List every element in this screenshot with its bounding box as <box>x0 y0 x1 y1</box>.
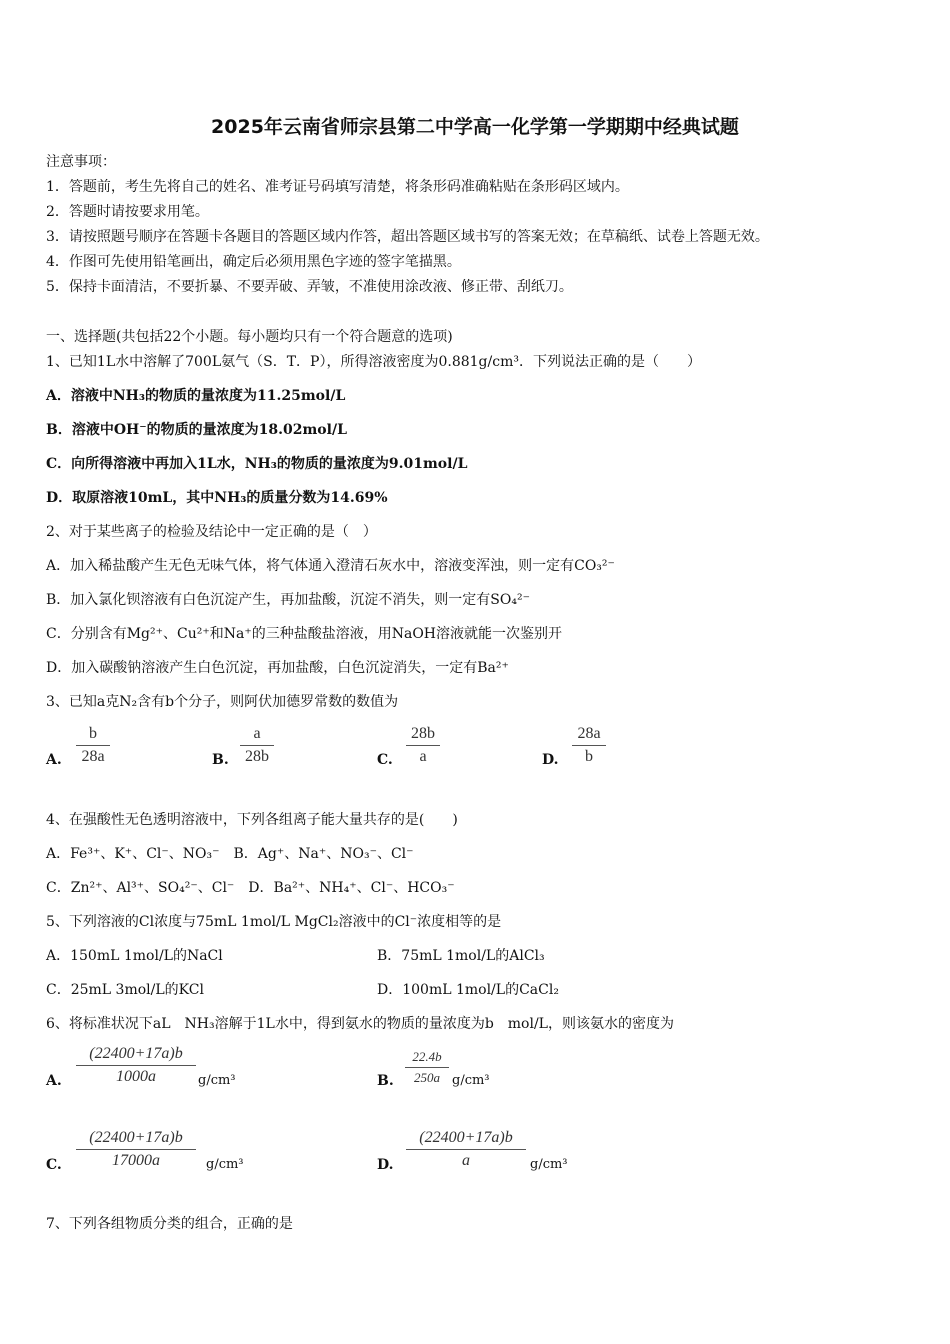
q6-option-d-fraction <box>406 1129 526 1170</box>
q2-option-b: B．加入氯化钡溶液有白色沉淀产生，再加盐酸，沉淀不消失，则一定有SO₄²⁻ <box>46 592 530 608</box>
fraction-numerator: (22400+17a)b <box>406 1129 526 1150</box>
fraction-denominator: 28b <box>245 748 269 765</box>
question-2-stem: 2、对于某些离子的检验及结论中一定正确的是（ ） <box>46 524 377 540</box>
q6-option-d-label: D. <box>377 1157 394 1173</box>
q6-option-b-unit: g/cm³ <box>452 1073 490 1088</box>
q4-options-row-1: A．Fe³⁺、K⁺、Cl⁻、NO₃⁻ B．Ag⁺、Na⁺、NO₃⁻、Cl⁻ <box>46 846 414 862</box>
question-5-stem: 5、下列溶液的Cl浓度与75mL 1mol/L MgCl₂溶液中的Cl⁻浓度相等的是 <box>46 914 502 930</box>
q3-option-c-fraction <box>406 725 440 766</box>
q3-option-d-fraction <box>572 725 606 766</box>
question-6-stem: 6、将标准状况下aL NH₃溶解于1L水中，得到氨水的物质的量浓度为b mol/L，则该氨水的密度为 <box>46 1016 674 1032</box>
fraction-numerator: (22400+17a)b <box>76 1129 196 1150</box>
fraction-denominator: 250a <box>414 1070 440 1085</box>
q1-option-c: C．向所得溶液中再加入1L水，NH₃的物质的量浓度为9.01mol/L <box>46 456 468 472</box>
q6-option-c-unit: g/cm³ <box>206 1157 244 1172</box>
q4-options-row-2: C．Zn²⁺、Al³⁺、SO₄²⁻、Cl⁻ D．Ba²⁺、NH₄⁺、Cl⁻、HCO₃⁻ <box>46 880 455 896</box>
q6-option-b-label: B. <box>377 1073 394 1089</box>
q1-option-d: D．取原溶液10mL，其中NH₃的质量分数为14.69% <box>46 490 388 506</box>
q6-option-b-fraction <box>405 1049 449 1086</box>
fraction-denominator: a <box>462 1152 470 1169</box>
q5-option-a: A．150mL 1mol/L的NaCl <box>46 948 223 964</box>
fraction-denominator: 1000a <box>116 1068 156 1085</box>
fraction-numerator: 22.4b <box>405 1049 449 1068</box>
q3-option-a-label: A. <box>46 752 62 768</box>
q3-option-b-label: B. <box>212 752 229 768</box>
q5-option-d: D．100mL 1mol/L的CaCl₂ <box>377 982 559 998</box>
fraction-denominator: a <box>419 748 427 765</box>
q5-option-b: B．75mL 1mol/L的AlCl₃ <box>377 948 545 964</box>
notice-item: 4．作图可先使用铅笔画出，确定后必须用黑色字迹的签字笔描黑。 <box>46 254 461 270</box>
q6-option-c-label: C. <box>46 1157 62 1173</box>
fraction-numerator: a <box>240 725 274 746</box>
question-4-stem: 4、在强酸性无色透明溶液中，下列各组离子能大量共存的是( ) <box>46 812 458 828</box>
fraction-numerator: 28b <box>406 725 440 746</box>
fraction-denominator: 28a <box>81 748 105 765</box>
q3-option-d-label: D. <box>542 752 559 768</box>
q6-option-d-unit: g/cm³ <box>530 1157 568 1172</box>
q3-option-a-fraction <box>76 725 110 766</box>
question-7-stem: 7、下列各组物质分类的组合，正确的是 <box>46 1216 293 1232</box>
q2-option-a: A．加入稀盐酸产生无色无味气体，将气体通入澄清石灰水中，溶液变浑浊，则一定有CO₃²⁻ <box>46 558 615 574</box>
q3-option-b-fraction <box>240 725 274 766</box>
fraction-numerator: (22400+17a)b <box>76 1045 196 1066</box>
question-3-stem: 3、已知a克N₂含有b个分子，则阿伏加德罗常数的数值为 <box>46 694 399 710</box>
fraction-denominator: 17000a <box>112 1152 160 1169</box>
q1-option-a: A．溶液中NH₃的物质的量浓度为11.25mol/L <box>46 388 346 404</box>
fraction-numerator: 28a <box>572 725 606 746</box>
notice-item: 5．保持卡面清洁，不要折暴、不要弄破、弄皱，不准使用涂改液、修正带、刮纸刀。 <box>46 279 573 295</box>
notice-item: 1．答题前，考生先将自己的姓名、准考证号码填写清楚，将条形码准确粘贴在条形码区域内。 <box>46 179 629 195</box>
fraction-numerator: b <box>76 725 110 746</box>
page-title: 2025年云南省师宗县第二中学高一化学第一学期期中经典试题 <box>211 116 739 138</box>
section-heading: 一、选择题(共包括22个小题。每小题均只有一个符合题意的选项) <box>46 329 453 345</box>
q2-option-d: D．加入碳酸钠溶液产生白色沉淀，再加盐酸，白色沉淀消失，一定有Ba²⁺ <box>46 660 509 676</box>
q6-option-c-fraction <box>76 1129 196 1170</box>
q3-option-c-label: C. <box>377 752 393 768</box>
q6-option-a-fraction <box>76 1045 196 1086</box>
q1-option-b: B．溶液中OH⁻的物质的量浓度为18.02mol/L <box>46 422 347 438</box>
question-1-stem: 1、已知1L水中溶解了700L氨气（S．T．P），所得溶液密度为0.881g/cm³．下列说法正确的是（ ） <box>46 354 701 370</box>
notice-heading: 注意事项： <box>46 154 116 170</box>
notice-item: 2．答题时请按要求用笔。 <box>46 204 209 220</box>
q6-option-a-unit: g/cm³ <box>198 1073 236 1088</box>
q2-option-c: C．分别含有Mg²⁺、Cu²⁺和Na⁺的三种盐酸盐溶液，用NaOH溶液就能一次鉴别开 <box>46 626 563 642</box>
q6-option-a-label: A. <box>46 1073 62 1089</box>
fraction-denominator: b <box>585 748 593 765</box>
notice-item: 3．请按照题号顺序在答题卡各题目的答题区域内作答，超出答题区域书写的答案无效；在草稿纸、试卷上答题无效。 <box>46 229 769 245</box>
q5-option-c: C．25mL 3mol/L的KCl <box>46 982 204 998</box>
